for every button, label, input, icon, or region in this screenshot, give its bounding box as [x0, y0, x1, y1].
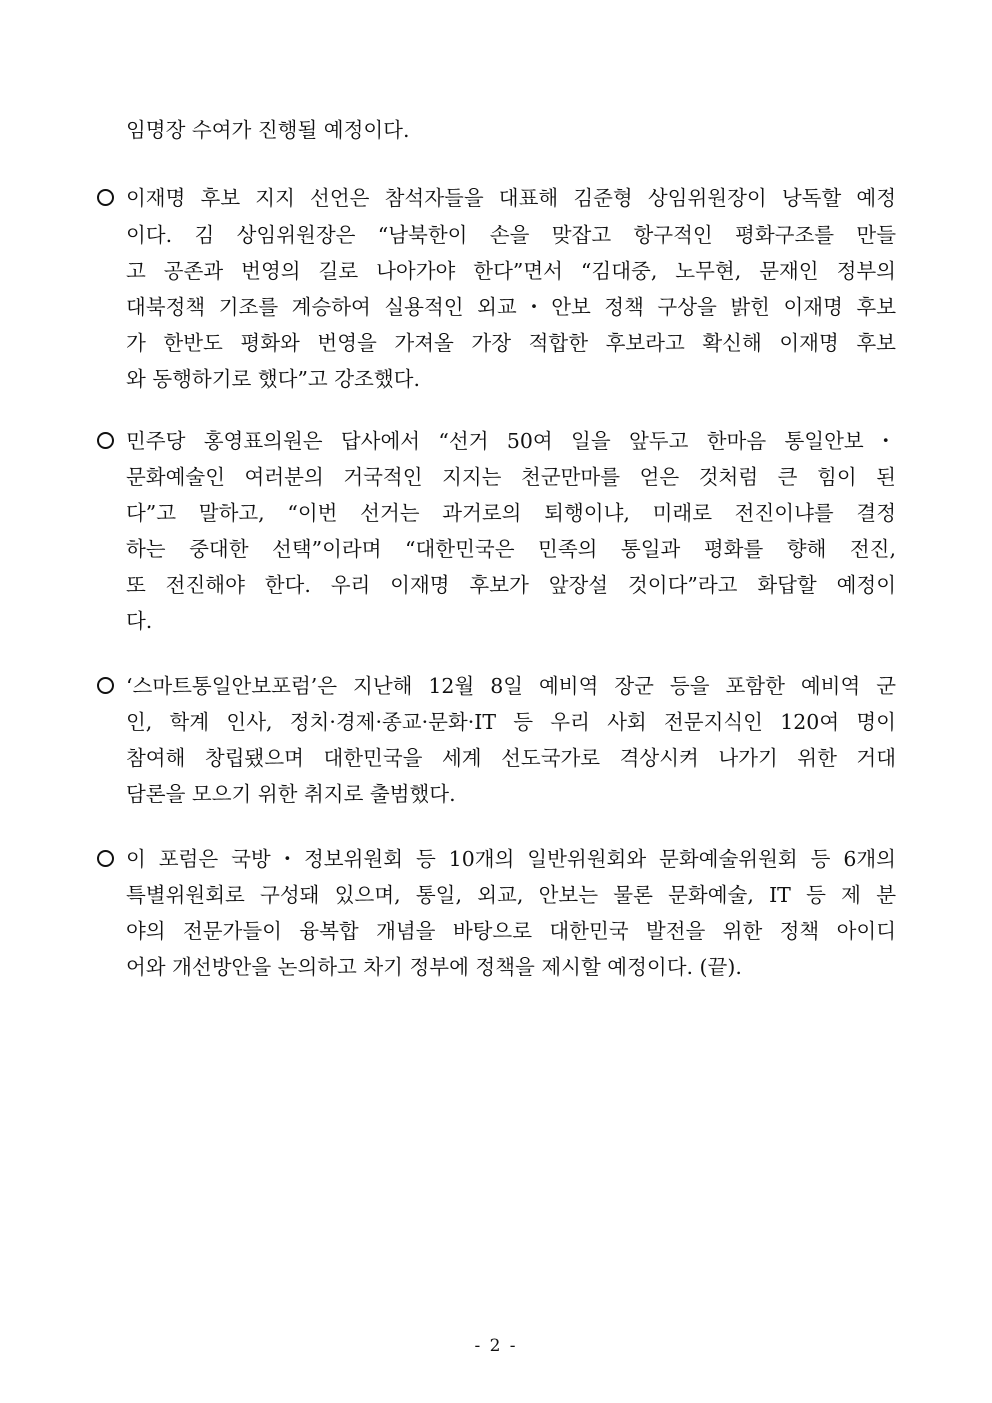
paragraph-2-line-6: 다. — [126, 609, 153, 633]
paragraph-4-line-1: 이 포럼은 국방・정보위원회 등 10개의 일반위원회와 문화예술위원회 등 6개의 — [126, 847, 896, 871]
page-number: - 2 - — [474, 1336, 518, 1356]
paragraph-1-line-5: 가 한반도 평화와 번영을 가져올 가장 적합한 후보라고 확신해 이재명 후보 — [126, 331, 896, 355]
bullet-circle-icon — [97, 432, 114, 449]
paragraph-3-line-1: ‘스마트통일안보포럼’은 지난해 12월 8일 예비역 장군 등을 포함한 예비역 군 — [126, 674, 896, 698]
paragraph-1-line-4: 대북정책 기조를 계승하여 실용적인 외교・안보 정책 구상을 밝힌 이재명 후보 — [126, 295, 896, 319]
bullet-circle-icon — [97, 850, 114, 867]
paragraph-2-line-1: 민주당 홍영표의원은 답사에서 “선거 50여 일을 앞두고 한마음 통일안보・ — [126, 429, 896, 453]
bullet-circle-icon — [97, 677, 114, 694]
continuation-line: 임명장 수여가 진행될 예정이다. — [126, 118, 410, 142]
paragraph-3-line-2: 인, 학계 인사, 정치·경제·종교·문화·IT 등 우리 사회 전문지식인 120여 명이 — [126, 710, 896, 734]
paragraph-1-line-6: 와 동행하기로 했다”고 강조했다. — [126, 367, 420, 391]
paragraph-4-line-4: 어와 개선방안을 논의하고 차기 정부에 정책을 제시할 예정이다. (끝). — [126, 955, 742, 979]
paragraph-1-line-3: 고 공존과 번영의 길로 나아가야 한다”면서 “김대중, 노무현, 문재인 정부의 — [126, 259, 896, 283]
paragraph-4-line-3: 야의 전문가들이 융복합 개념을 바탕으로 대한민국 발전을 위한 정책 아이디 — [126, 919, 896, 943]
paragraph-2-line-3: 다”고 말하고, “이번 선거는 과거로의 퇴행이냐, 미래로 전진이냐를 결정 — [126, 501, 896, 525]
paragraph-2-line-5: 또 전진해야 한다. 우리 이재명 후보가 앞장설 것이다”라고 화답할 예정이 — [126, 573, 896, 597]
paragraph-2-line-2: 문화예술인 여러분의 거국적인 지지는 천군만마를 얻은 것처럼 큰 힘이 된 — [126, 465, 896, 489]
bullet-circle-icon — [97, 189, 114, 206]
paragraph-3-line-3: 참여해 창립됐으며 대한민국을 세계 선도국가로 격상시켜 나가기 위한 거대 — [126, 746, 896, 770]
paragraph-3-line-4: 담론을 모으기 위한 취지로 출범했다. — [126, 782, 456, 806]
paragraph-1-line-1: 이재명 후보 지지 선언은 참석자들을 대표해 김준형 상임위원장이 낭독할 예정 — [126, 186, 896, 210]
paragraph-1-line-2: 이다. 김 상임위원장은 “남북한이 손을 맞잡고 항구적인 평화구조를 만들 — [126, 223, 896, 247]
paragraph-4-line-2: 특별위원회로 구성돼 있으며, 통일, 외교, 안보는 물론 문화예술, IT 등 제 분 — [126, 883, 896, 907]
paragraph-2-line-4: 하는 중대한 선택”이라며 “대한민국은 민족의 통일과 평화를 향해 전진, — [126, 537, 896, 561]
